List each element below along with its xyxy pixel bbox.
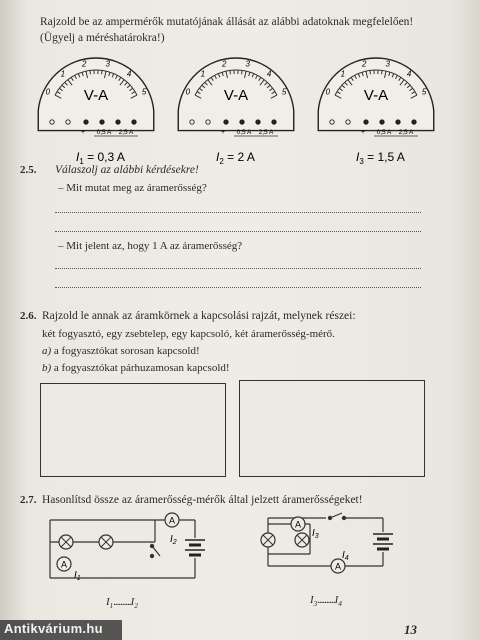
page-number: 13: [404, 622, 417, 637]
answer-line-2[interactable]: [55, 231, 421, 232]
range-label: 2,5 A: [258, 129, 274, 136]
switch-symbol-2: [326, 513, 346, 522]
ammeter-4: [331, 559, 345, 573]
terminal: [364, 120, 368, 124]
meter-face-label: V-A: [83, 87, 109, 104]
section-2-6-parts: két fogyasztó, egy zsebtelep, egy kapcsoló, két áramerősség-mérő.: [42, 328, 335, 340]
scale-label: 4: [406, 69, 412, 79]
lamp-3: [261, 533, 275, 547]
task-b: [42, 362, 230, 374]
range-label: 0,5 A: [236, 129, 252, 136]
intro-line-1: Rajzold be az ampermérők mutatójának állását az alábbi adatoknak megfelelően!: [40, 16, 414, 28]
range-label: +: [361, 129, 365, 136]
battery-symbol-2: [373, 534, 393, 549]
lamp-1: [59, 535, 73, 549]
intro-text: [40, 14, 440, 46]
task-a: [42, 345, 200, 357]
label-i3: $I_3$: [312, 528, 319, 540]
question-1: – Mit mutat meg az áramerősség?: [58, 182, 207, 194]
question-2: – Mit jelent az, hogy 1 A az áramerősség?: [58, 240, 243, 252]
scale-label: 5: [141, 87, 147, 97]
terminal: [272, 120, 276, 124]
label-i1: $I_1$: [74, 570, 81, 582]
task-a-text: a fogyasztókat sorosan kapcsold!: [51, 345, 200, 357]
ammeter-face-3: [318, 58, 433, 166]
terminal: [116, 120, 120, 124]
terminal: [190, 120, 194, 124]
section-2-6-number: 2.6.: [20, 310, 37, 322]
scale-label: 4: [266, 69, 272, 79]
section-2-7-number: 2.7.: [20, 494, 37, 506]
scale-label: 0: [325, 87, 331, 97]
ammeter-3: [291, 517, 305, 531]
task-b-text: a fogyasztókat párhuzamosan kapcsold!: [51, 362, 230, 374]
scale-label: 1: [60, 69, 66, 79]
lamp-2: [99, 535, 113, 549]
label-i2: $I_2$: [170, 534, 177, 546]
range-label: 0,5 A: [376, 129, 392, 136]
terminal: [330, 120, 334, 124]
svg-text:A: A: [60, 559, 68, 570]
terminal: [240, 120, 244, 124]
scale-label: 1: [340, 69, 346, 79]
comparison-2[interactable]: $I_3..........I_4$: [310, 594, 342, 609]
lamp-4: [295, 533, 309, 547]
drawing-box-parallel[interactable]: [239, 380, 425, 477]
switch-symbol-1: [146, 544, 162, 558]
scale-label: 3: [105, 59, 111, 69]
scale-label: 3: [385, 59, 391, 69]
answer-line-1[interactable]: [55, 212, 421, 213]
scale-label: 2: [221, 59, 227, 69]
meter-caption-2: $I_2 = 2$ A: [216, 150, 255, 166]
drawing-box-series[interactable]: [40, 383, 226, 477]
terminal: [66, 120, 70, 124]
terminal: [132, 120, 136, 124]
scale-label: 2: [81, 59, 87, 69]
circuit-parallel: [258, 510, 408, 582]
scale-label: 5: [421, 87, 427, 97]
meter-caption-3: $I_3 = 1,5$ A: [356, 150, 405, 166]
section-2-5-number: 2.5.: [20, 164, 37, 176]
ammeter-face-1: [38, 58, 153, 166]
svg-text:A: A: [334, 561, 342, 572]
section-2-6-title: Rajzold le annak az áramkörnek a kapcsolási rajzát, melynek részei:: [42, 310, 356, 322]
circuit-series: [40, 512, 210, 592]
meter-row: [0, 44, 480, 204]
scale-label: 3: [245, 59, 251, 69]
range-label: 2,5 A: [118, 129, 134, 136]
meter-face-label: V-A: [363, 87, 389, 104]
terminal: [224, 120, 228, 124]
terminal: [206, 120, 210, 124]
meter-caption-1: $I_1 = 0,3$ A: [76, 150, 125, 166]
label-i4: $I_4$: [342, 550, 349, 562]
terminal: [100, 120, 104, 124]
terminal: [396, 120, 400, 124]
svg-text:A: A: [168, 515, 176, 526]
watermark: Antikvárium.hu: [4, 621, 103, 636]
range-label: 0,5 A: [96, 129, 112, 136]
scale-label: 1: [200, 69, 206, 79]
svg-text:A: A: [294, 519, 302, 530]
section-2-7-title: Hasonlítsd össze az áramerősség-mérők által jelzett áramerősségeket!: [42, 494, 363, 506]
scale-label: 2: [361, 59, 367, 69]
range-label: +: [81, 129, 85, 136]
range-label: 2,5 A: [398, 129, 414, 136]
terminal: [84, 120, 88, 124]
task-b-label: b): [42, 362, 52, 374]
battery-symbol-1: [185, 540, 205, 555]
scale-label: 0: [185, 87, 191, 97]
terminal: [256, 120, 260, 124]
ammeter-face-2: [178, 58, 293, 166]
answer-line-3[interactable]: [55, 268, 421, 269]
section-2-5-title: Válaszolj az alábbi kérdésekre!: [55, 164, 199, 176]
ammeter-2: [165, 513, 179, 527]
scale-label: 4: [126, 69, 132, 79]
ammeter-1: [57, 557, 71, 571]
terminal: [346, 120, 350, 124]
terminal: [50, 120, 54, 124]
terminal: [380, 120, 384, 124]
intro-line-2: (Ügyelj a méréshatárokra!): [40, 32, 165, 44]
answer-line-4[interactable]: [55, 287, 421, 288]
range-label: +: [221, 129, 225, 136]
comparison-1[interactable]: $I_1..........I_2$: [106, 596, 138, 611]
task-a-label: a): [42, 345, 52, 357]
terminal: [412, 120, 416, 124]
scale-label: 0: [45, 87, 51, 97]
scale-label: 5: [281, 87, 287, 97]
meter-face-label: V-A: [223, 87, 249, 104]
